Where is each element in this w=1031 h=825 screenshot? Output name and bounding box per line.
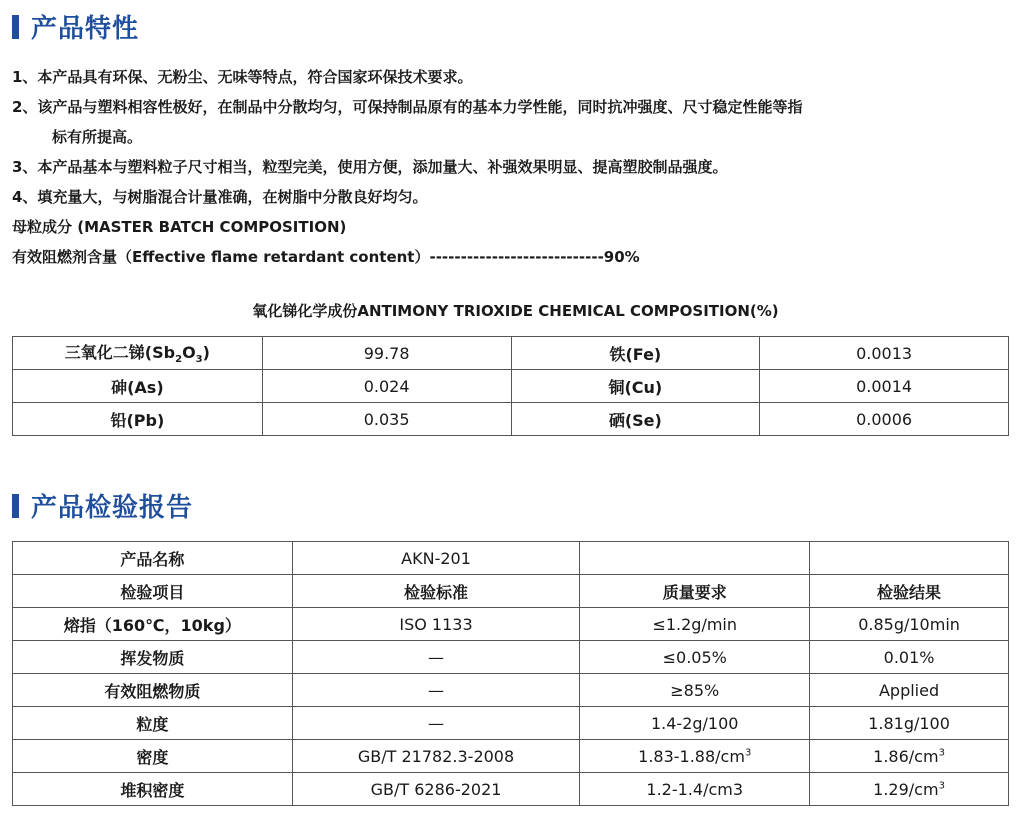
feature-line: 3、本产品基本与塑料粒子尺寸相当，粒型完美，使用方便，添加量大、补强效果明显、提高塑胶制品强度。 — [12, 158, 728, 176]
table-row — [13, 403, 1009, 436]
table-cell: 铅(Pb) — [13, 403, 263, 436]
column-header: 检验标准 — [292, 575, 580, 608]
table-cell: $1.83-1.88/cm^3$ — [580, 740, 810, 773]
heading-bar-icon — [12, 15, 19, 39]
section-title: 产品检验报告 — [31, 493, 194, 523]
column-header: 检验结果 — [810, 575, 1009, 608]
inspection-report-table — [12, 541, 1009, 806]
table-cell: 1.81g/100 — [810, 707, 1009, 740]
table-row — [13, 608, 1009, 641]
table-cell: ≤0.05% — [580, 641, 810, 674]
table-cell: $1.86/cm^3$ — [810, 740, 1009, 773]
table-cell: 铜(Cu) — [511, 370, 760, 403]
table-row — [13, 641, 1009, 674]
table-cell: GB/T 6286-2021 — [292, 773, 580, 806]
table-header-row — [13, 575, 1009, 608]
table-cell: 硒(Se) — [511, 403, 760, 436]
table-cell: AKN-201 — [292, 542, 580, 575]
table-cell: ISO 1133 — [292, 608, 580, 641]
section-heading-report — [12, 487, 193, 524]
features-text — [12, 62, 1017, 272]
table-cell: 0.0013 — [760, 337, 1009, 370]
table-cell: $1.29/cm^3$ — [810, 773, 1009, 806]
table-cell: 0.85g/10min — [810, 608, 1009, 641]
table-cell: 1.2-1.4/cm3 — [580, 773, 810, 806]
table-cell: 挥发物质 — [13, 641, 293, 674]
feature-line: 标有所提高。 — [52, 128, 143, 146]
table-cell: 0.024 — [262, 370, 511, 403]
flame-retardant-content: 有效阻燃剂含量（Effective flame retardant content）----------------------------90% — [12, 248, 640, 266]
table-cell: 0.0014 — [760, 370, 1009, 403]
table-cell: — — [292, 674, 580, 707]
composition-heading: 母粒成分 (MASTER BATCH COMPOSITION) — [12, 218, 347, 236]
column-header: 检验项目 — [13, 575, 293, 608]
table-cell: 三氧化二锑$(Sb_2O_3)$ — [13, 337, 263, 370]
table-row — [13, 674, 1009, 707]
table-cell — [580, 542, 810, 575]
table-cell: ≥85% — [580, 674, 810, 707]
table-row — [13, 740, 1009, 773]
table-cell: 砷(As) — [13, 370, 263, 403]
table-cell: — — [292, 707, 580, 740]
table-cell: 铁(Fe) — [511, 337, 760, 370]
table-cell: Applied — [810, 674, 1009, 707]
table-row — [13, 773, 1009, 806]
feature-line: 2、该产品与塑料相容性极好，在制品中分散均匀，可保持制品原有的基本力学性能，同时抗冲强度、尺寸稳定性能等指 — [12, 98, 803, 116]
feature-line: 4、填充量大，与树脂混合计量准确，在树脂中分散良好均匀。 — [12, 188, 428, 206]
table-cell: 有效阻燃物质 — [13, 674, 293, 707]
table-cell — [810, 542, 1009, 575]
column-header: 质量要求 — [580, 575, 810, 608]
table-cell: 熔指（160℃，10kg） — [13, 608, 293, 641]
table-cell: 密度 — [13, 740, 293, 773]
section-title: 产品特性 — [31, 14, 140, 44]
composition-table — [12, 336, 1009, 436]
table-row — [13, 337, 1009, 370]
table-cell: 99.78 — [262, 337, 511, 370]
table-cell: 0.035 — [262, 403, 511, 436]
table-cell: 产品名称 — [13, 542, 293, 575]
table-cell: ≤1.2g/min — [580, 608, 810, 641]
table-row — [13, 707, 1009, 740]
table-cell: 0.01% — [810, 641, 1009, 674]
table-row — [13, 370, 1009, 403]
section-heading-features — [12, 8, 139, 45]
feature-line: 1、本产品具有环保、无粉尘、无味等特点，符合国家环保技术要求。 — [12, 68, 473, 86]
heading-bar-icon — [12, 494, 19, 518]
composition-caption: 氧化锑化学成份ANTIMONY TRIOXIDE CHEMICAL COMPOSITION(%) — [252, 302, 779, 320]
table-cell: 0.0006 — [760, 403, 1009, 436]
table-cell: 粒度 — [13, 707, 293, 740]
table-cell: — — [292, 641, 580, 674]
table-cell: 1.4-2g/100 — [580, 707, 810, 740]
table-cell: GB/T 21782.3-2008 — [292, 740, 580, 773]
table-row — [13, 542, 1009, 575]
table-cell: 堆积密度 — [13, 773, 293, 806]
